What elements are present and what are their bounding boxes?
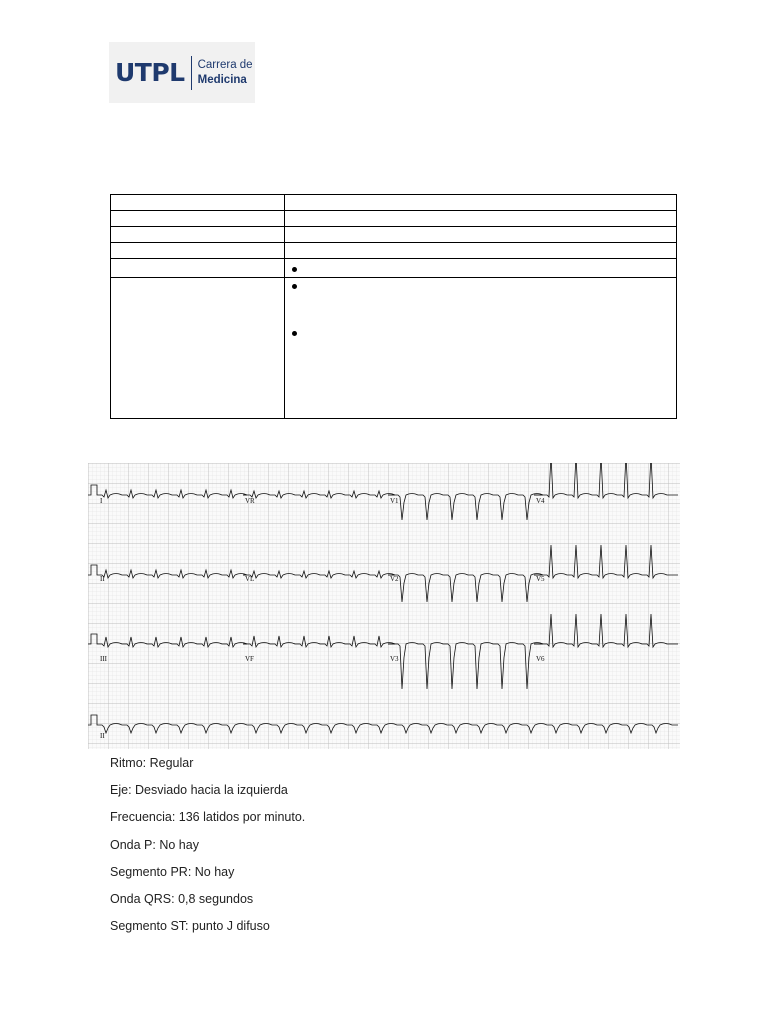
ecg-lead-label: V3	[390, 655, 399, 663]
utpl-logo	[109, 42, 255, 103]
table-cell-value	[285, 211, 677, 227]
table-cell-value	[285, 195, 677, 211]
finding-ritmo: Ritmo: Regular	[110, 756, 194, 770]
finding-segmento-pr: Segmento PR: No hay	[110, 864, 235, 879]
table-cell-label	[111, 278, 285, 419]
logo-brand: UTPL	[115, 58, 185, 87]
table-cell-value	[285, 278, 677, 419]
ecg-lead-label: V2	[390, 575, 399, 583]
ecg-lead-label: VL	[245, 575, 255, 583]
table-row	[111, 195, 677, 211]
table-cell-label	[111, 211, 285, 227]
table-row	[111, 211, 677, 227]
table-cell-value	[285, 243, 677, 259]
ecg-strip	[88, 463, 680, 749]
table-row	[111, 243, 677, 259]
logo-line2: Medicina	[197, 73, 247, 86]
bullet-icon	[292, 267, 297, 272]
bullet-icon	[292, 284, 297, 289]
table-cell-label	[111, 243, 285, 259]
table-cell-value	[285, 227, 677, 243]
table-cell-label	[111, 227, 285, 243]
ecg-lead-label: I	[100, 497, 103, 505]
table-cell-label	[111, 195, 285, 211]
table-row	[111, 259, 677, 278]
finding-frecuencia: Frecuencia: 136 latidos por minuto.	[110, 810, 306, 825]
logo-line1: Carrera de	[197, 58, 253, 71]
ecg-grid-lines	[88, 463, 680, 749]
ecg-findings	[110, 756, 305, 946]
finding-eje: Eje: Desviado hacia la izquierda	[110, 783, 288, 798]
ecg-lead-label: II	[100, 732, 105, 740]
table-row	[111, 278, 677, 419]
finding-onda-p: Onda P: No hay	[110, 837, 199, 852]
bullet-icon	[292, 331, 297, 336]
ecg-lead-label: V1	[390, 497, 399, 505]
finding-onda-qrs: Onda QRS: 0,8 segundos	[110, 891, 254, 906]
table-cell-value	[285, 259, 677, 278]
ecg-lead-label: V5	[536, 575, 545, 583]
table-cell-label	[111, 259, 285, 278]
ecg-lead-label: III	[100, 655, 107, 663]
patient-form-table	[110, 194, 677, 419]
ecg-lead-label: VR	[245, 497, 255, 505]
finding-segmento-st: Segmento ST: punto J difuso	[110, 919, 270, 934]
ecg-lead-label: V6	[536, 655, 545, 663]
ecg-lead-label: V4	[536, 497, 545, 505]
logo-subtitle	[198, 58, 253, 88]
table-row	[111, 227, 677, 243]
ecg-lead-label: II	[100, 575, 105, 583]
logo-divider	[191, 56, 192, 90]
ecg-lead-label: VF	[245, 655, 254, 663]
